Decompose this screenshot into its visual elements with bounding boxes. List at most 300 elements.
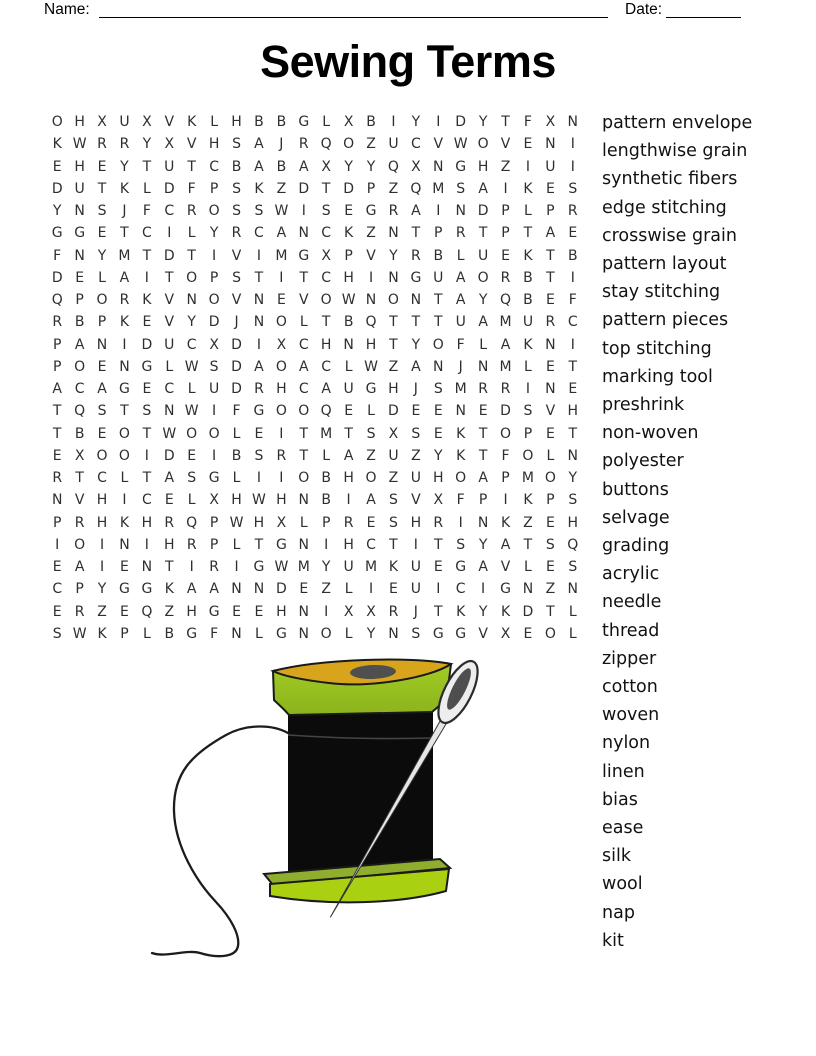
grid-cell: I (256, 470, 262, 487)
grid-cell: S (389, 492, 398, 509)
grid-cell: H (477, 158, 489, 175)
grid-cell: R (186, 536, 197, 553)
grid-cell: G (253, 403, 265, 420)
grid-cell: T (434, 536, 443, 553)
grid-cell: Y (142, 136, 152, 153)
grid-cell: E (433, 403, 443, 420)
grid-cell: U (388, 447, 399, 464)
grid-cell: O (186, 425, 198, 442)
grid-cell: I (481, 581, 486, 598)
grid-cell: S (142, 403, 152, 420)
grid-cell: E (568, 381, 578, 398)
grid-cell: A (74, 336, 85, 353)
grid-cell: F (456, 492, 465, 509)
grid-cell: N (298, 225, 310, 242)
grid-cell: T (299, 447, 309, 464)
grid-cell: K (523, 247, 533, 264)
grid-cell: R (478, 381, 488, 398)
grid-cell: X (276, 514, 287, 531)
grid-cell: H (567, 403, 579, 420)
grid-cell: J (458, 358, 463, 375)
grid-cell: I (346, 492, 351, 509)
grid-cell: A (52, 381, 62, 398)
grid-cell: O (320, 625, 332, 642)
grid-cell: U (343, 381, 354, 398)
grid-cell: Q (51, 292, 63, 309)
word-list (602, 109, 752, 955)
grid-cell: G (365, 203, 377, 220)
grid-cell: I (256, 336, 262, 353)
grid-cell: S (389, 514, 398, 531)
grid-cell: G (141, 358, 153, 375)
grid-cell: T (187, 158, 196, 175)
grid-cell: S (232, 180, 241, 197)
grid-cell: U (164, 158, 175, 175)
grid-cell: N (298, 603, 310, 620)
grid-cell: O (544, 470, 556, 487)
word-list-item: kit (602, 930, 624, 951)
grid-cell: I (212, 447, 217, 464)
grid-cell: R (52, 314, 63, 331)
grid-cell: I (503, 180, 508, 197)
grid-cell: R (298, 136, 309, 153)
grid-cell: I (234, 559, 239, 576)
grid-cell: R (209, 559, 219, 576)
grid-cell: B (164, 625, 175, 642)
grid-cell: A (298, 158, 309, 175)
grid-cell: L (524, 203, 532, 220)
grid-cell: H (388, 381, 399, 398)
grid-cell: N (545, 381, 556, 398)
grid-cell: W (252, 492, 266, 509)
grid-cell: H (410, 514, 422, 531)
grid-cell: H (164, 536, 175, 553)
grid-cell: T (389, 336, 398, 353)
grid-cell: L (299, 314, 308, 331)
grid-cell: O (298, 403, 310, 420)
grid-cell: M (432, 180, 445, 197)
grid-cell: X (164, 136, 175, 153)
grid-cell: T (389, 536, 398, 553)
grid-cell: T (52, 403, 62, 420)
grid-cell: E (523, 625, 533, 642)
grid-cell: R (500, 269, 511, 286)
grid-cell: E (97, 358, 107, 375)
grid-cell: I (212, 403, 217, 420)
grid-cell: I (570, 158, 575, 175)
word-list-item: ease (602, 818, 644, 839)
grid-cell: I (570, 269, 575, 286)
grid-cell: Q (320, 403, 332, 420)
word-list-item: nap (602, 902, 635, 923)
grid-cell: D (163, 447, 175, 464)
grid-cell: N (455, 403, 466, 420)
grid-cell: Y (97, 247, 107, 264)
grid-cell: U (433, 269, 444, 286)
grid-cell: P (209, 180, 219, 197)
grid-cell: S (97, 203, 107, 220)
grid-cell: J (279, 136, 284, 153)
grid-cell: D (231, 336, 242, 353)
grid-cell: Y (97, 581, 107, 598)
grid-cell: H (567, 514, 579, 531)
grid-cell: L (568, 625, 577, 642)
grid-cell: A (209, 581, 219, 598)
grid-cell: I (55, 536, 60, 553)
grid-cell: I (570, 336, 575, 353)
grid-cell: C (186, 336, 197, 353)
grid-cell: E (187, 447, 197, 464)
grid-cell: A (254, 136, 264, 153)
grid-cell: E (254, 603, 264, 620)
grid-cell: R (119, 292, 130, 309)
grid-cell: L (568, 603, 577, 620)
grid-cell: P (546, 492, 555, 509)
grid-cell: P (209, 536, 219, 553)
grid-cell: N (51, 492, 63, 509)
grid-cell: S (411, 625, 421, 642)
word-list-item: pattern pieces (602, 310, 729, 331)
grid-cell: G (432, 625, 444, 642)
grid-cell: S (209, 358, 219, 375)
grid-cell: R (567, 203, 578, 220)
grid-cell: R (433, 514, 444, 531)
grid-cell: B (276, 158, 287, 175)
grid-cell: B (321, 470, 331, 487)
grid-cell: L (232, 470, 241, 487)
grid-cell: I (525, 158, 531, 175)
grid-cell: O (96, 292, 108, 309)
grid-cell: A (478, 559, 488, 576)
grid-cell: L (344, 581, 353, 598)
grid-cell: X (500, 625, 511, 642)
grid-cell: S (411, 425, 421, 442)
grid-cell: Z (97, 603, 107, 620)
grid-cell: D (163, 180, 175, 197)
grid-cell: B (254, 114, 264, 131)
grid-cell: R (343, 514, 354, 531)
grid-cell: J (413, 603, 418, 620)
grid-cell: T (501, 114, 510, 131)
grid-cell: L (187, 225, 196, 242)
grid-cell: Q (141, 603, 153, 620)
grid-cell: K (523, 492, 533, 509)
grid-cell: A (500, 336, 511, 353)
grid-cell: H (231, 492, 242, 509)
grid-cell: N (545, 136, 556, 153)
grid-cell: S (321, 203, 331, 220)
grid-cell: T (434, 314, 443, 331)
grid-cell: E (568, 225, 578, 242)
grid-cell: A (500, 536, 511, 553)
word-list-item: thread (602, 620, 660, 641)
grid-cell: G (208, 603, 220, 620)
grid-cell: N (567, 114, 579, 131)
grid-cell: C (321, 358, 332, 375)
grid-cell: P (209, 269, 219, 286)
page-title: Sewing Terms (260, 36, 556, 87)
grid-cell: T (254, 536, 264, 553)
grid-cell: H (208, 136, 220, 153)
grid-cell: I (99, 536, 105, 553)
grid-cell: R (500, 381, 511, 398)
grid-cell: B (366, 114, 376, 131)
grid-cell: M (454, 381, 467, 398)
grid-cell: O (365, 470, 377, 487)
grid-cell: T (411, 314, 421, 331)
grid-cell: N (298, 625, 310, 642)
grid-cell: E (164, 492, 174, 509)
grid-cell: O (432, 336, 444, 353)
grid-cell: S (433, 381, 443, 398)
grid-cell: Y (366, 625, 376, 642)
grid-cell: P (501, 225, 510, 242)
grid-cell: R (276, 447, 287, 464)
grid-cell: C (455, 581, 466, 598)
grid-cell: V (231, 292, 242, 309)
grid-cell: K (97, 625, 107, 642)
grid-cell: Q (365, 314, 377, 331)
grid-cell: A (478, 180, 488, 197)
grid-cell: X (209, 492, 219, 509)
grid-cell: W (184, 358, 199, 375)
grid-cell: Z (366, 447, 376, 464)
grid-cell: B (433, 247, 444, 264)
grid-cell: I (391, 114, 396, 131)
grid-cell: F (210, 625, 219, 642)
grid-cell: B (74, 314, 85, 331)
grid-cell: N (119, 358, 130, 375)
grid-cell: E (366, 514, 376, 531)
grid-cell: T (142, 247, 152, 264)
word-list-item: grading (602, 536, 670, 557)
grid-cell: Q (186, 514, 198, 531)
word-list-item: marking tool (602, 366, 713, 387)
grid-cell: D (455, 114, 467, 131)
grid-cell: G (141, 581, 153, 598)
word-list-item: cotton (602, 677, 658, 698)
grid-cell: O (343, 136, 355, 153)
grid-cell: V (298, 292, 309, 309)
grid-cell: O (275, 358, 287, 375)
grid-cell: T (434, 603, 443, 620)
grid-cell: W (72, 136, 87, 153)
grid-cell: M (297, 559, 310, 576)
grid-cell: G (253, 559, 265, 576)
grid-cell: E (344, 403, 354, 420)
grid-cell: H (276, 381, 287, 398)
grid-cell: G (186, 625, 198, 642)
grid-cell: P (501, 203, 510, 220)
grid-cell: O (118, 447, 130, 464)
grid-cell: R (97, 136, 107, 153)
grid-cell: E (52, 603, 62, 620)
grid-cell: W (274, 559, 289, 576)
grid-cell: D (275, 581, 287, 598)
grid-cell: O (208, 425, 220, 442)
grid-cell: K (142, 292, 152, 309)
grid-cell: V (164, 114, 175, 131)
grid-cell: K (388, 559, 399, 576)
grid-cell: V (411, 492, 421, 509)
word-list-item: non-woven (602, 423, 699, 444)
grid-cell: W (184, 403, 199, 420)
grid-cell: E (52, 447, 62, 464)
grid-cell: Y (187, 314, 196, 331)
grid-cell: W (453, 136, 468, 153)
grid-cell: N (74, 247, 85, 264)
grid-cell: A (366, 492, 376, 509)
grid-cell: D (141, 336, 153, 353)
grid-cell: I (570, 136, 575, 153)
grid-cell: G (119, 581, 130, 598)
grid-cell: X (343, 114, 354, 131)
grid-cell: B (74, 425, 85, 442)
grid-cell: K (456, 603, 466, 620)
grid-cell: O (275, 314, 287, 331)
grid-cell: G (455, 158, 467, 175)
grid-cell: R (52, 470, 63, 487)
word-list-item: preshrink (602, 395, 685, 416)
grid-cell: B (567, 247, 578, 264)
grid-cell: I (503, 492, 508, 509)
grid-cell: I (436, 581, 441, 598)
grid-cell: K (119, 514, 130, 531)
grid-cell: R (388, 203, 399, 220)
grid-cell: Y (389, 247, 398, 264)
grid-cell: V (164, 292, 175, 309)
grid-cell: W (274, 203, 289, 220)
grid-cell: K (164, 581, 174, 598)
grid-cell: K (254, 180, 264, 197)
grid-cell: C (164, 381, 175, 398)
grid-cell: H (186, 603, 197, 620)
grid-cell: G (275, 625, 287, 642)
grid-cell: P (434, 225, 443, 242)
grid-cell: C (141, 225, 152, 242)
word-list-item: nylon (602, 733, 651, 754)
grid-cell: K (52, 136, 62, 153)
grid-cell: L (142, 625, 151, 642)
grid-cell: I (436, 114, 441, 131)
grid-cell: N (388, 269, 399, 286)
grid-cell: C (52, 581, 63, 598)
grid-cell: Z (366, 136, 376, 153)
grid-cell: P (209, 514, 219, 531)
grid-cell: Y (120, 158, 129, 175)
grid-cell: S (187, 470, 197, 487)
grid-cell: O (275, 403, 287, 420)
grid-cell: G (74, 225, 86, 242)
grid-cell: H (276, 492, 287, 509)
grid-cell: G (298, 247, 310, 264)
grid-cell: Z (545, 581, 556, 598)
grid-cell: L (479, 336, 488, 353)
grid-cell: H (253, 514, 265, 531)
grid-cell: X (343, 603, 354, 620)
grid-cell: N (186, 292, 197, 309)
grid-cell: S (568, 559, 578, 576)
grid-cell: L (367, 403, 375, 420)
grid-cell: A (478, 314, 488, 331)
grid-cell: P (366, 180, 376, 197)
word-list-item: silk (602, 846, 631, 867)
grid-cell: Z (411, 447, 421, 464)
grid-cell: K (500, 603, 511, 620)
grid-cell: S (568, 492, 578, 509)
grid-cell: E (75, 269, 85, 286)
grid-cell: I (212, 247, 217, 264)
grid-cell: D (477, 203, 489, 220)
grid-cell: I (144, 269, 149, 286)
grid-cell: P (478, 492, 488, 509)
grid-cell: N (433, 358, 444, 375)
grid-cell: E (142, 314, 152, 331)
grid-cell: N (253, 581, 265, 598)
grid-cell: L (142, 180, 151, 197)
grid-cell: E (120, 603, 129, 620)
grid-cell: S (254, 447, 264, 464)
grid-cell: U (410, 559, 421, 576)
grid-cell: F (523, 114, 532, 131)
grid-cell: H (320, 336, 332, 353)
grid-cell: Y (478, 114, 488, 131)
grid-cell: X (74, 447, 85, 464)
grid-cell: P (52, 336, 62, 353)
grid-cell: X (142, 114, 152, 131)
grid-cell: N (477, 514, 489, 531)
grid-cell: F (142, 203, 151, 220)
grid-cell: S (545, 536, 555, 553)
grid-cell: N (545, 336, 556, 353)
grid-cell: Y (434, 447, 443, 464)
word-list-item: pattern envelope (602, 113, 753, 133)
word-list-item: crosswise grain (602, 225, 737, 246)
grid-cell: M (364, 559, 378, 576)
word-list-item: woven (602, 705, 660, 726)
grid-cell: O (544, 625, 556, 642)
grid-cell: E (545, 180, 555, 197)
grid-cell: G (208, 470, 220, 487)
grid-cell: V (74, 492, 85, 509)
grid-cell: T (478, 425, 488, 442)
grid-cell: H (343, 536, 354, 553)
name-blank-line (99, 0, 608, 18)
grid-cell: K (456, 425, 466, 442)
grid-cell: Y (478, 603, 488, 620)
grid-cell: R (254, 381, 264, 398)
grid-cell: V (164, 314, 175, 331)
grid-cell: L (299, 514, 308, 531)
grid-cell: P (321, 514, 331, 531)
grid-cell: T (142, 425, 152, 442)
grid-cell: V (186, 136, 197, 153)
grid-cell: L (98, 269, 106, 286)
grid-cell: D (231, 381, 242, 398)
grid-cell: E (545, 559, 555, 576)
grid-cell: E (478, 403, 488, 420)
grid-cell: U (208, 381, 220, 398)
grid-cell: Z (388, 470, 399, 487)
grid-cell: T (523, 225, 533, 242)
grid-cell: E (545, 514, 555, 531)
grid-cell: B (523, 269, 533, 286)
grid-cell: E (120, 559, 129, 576)
grid-cell: C (164, 203, 175, 220)
word-list-item: zipper (602, 648, 657, 669)
grid-cell: F (568, 292, 577, 309)
grid-cell: O (522, 447, 534, 464)
